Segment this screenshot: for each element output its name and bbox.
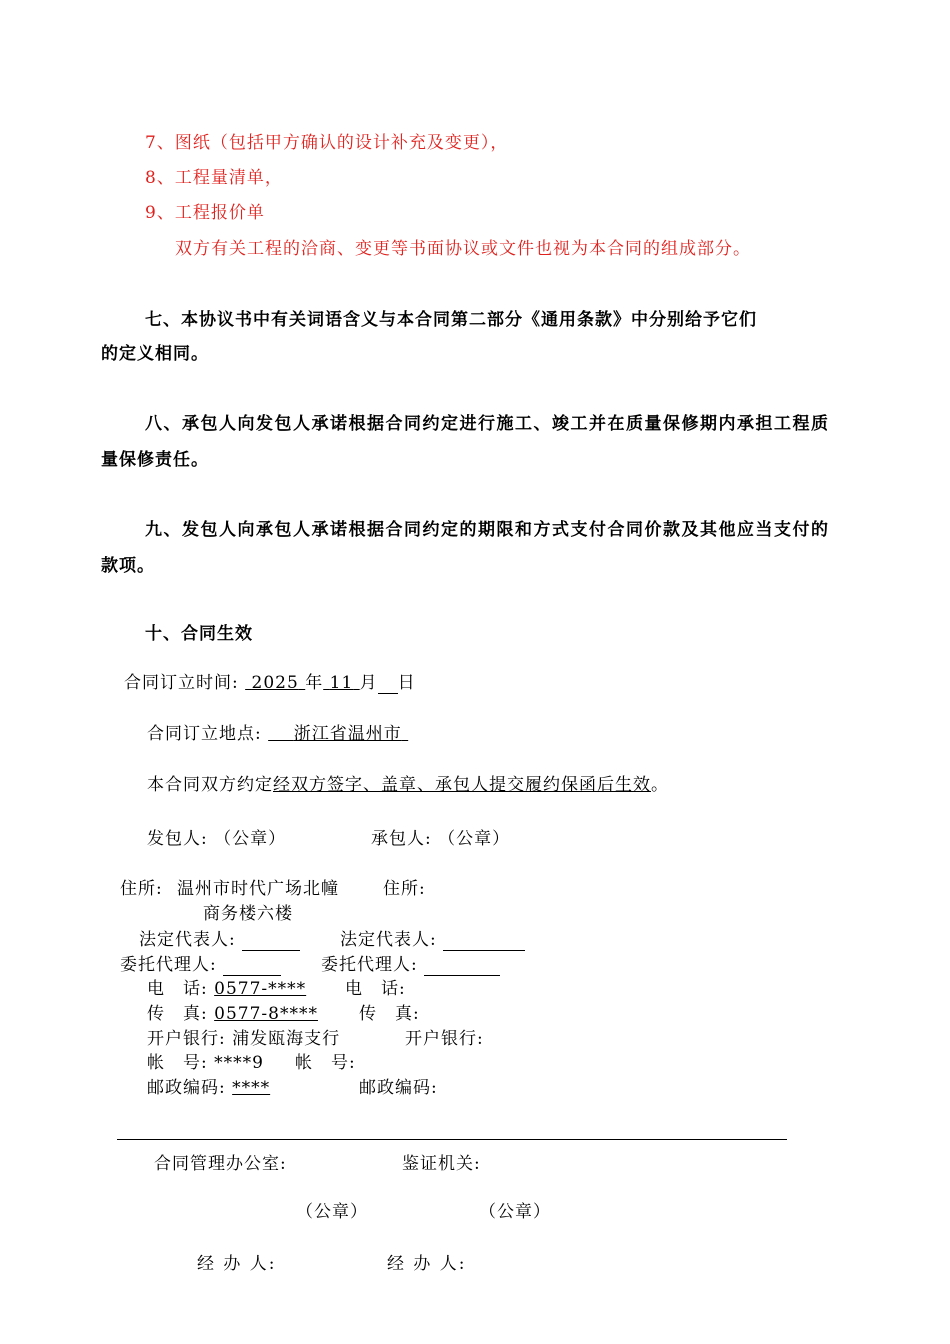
employer-seal-label: 发包人: （公章） — [147, 829, 287, 849]
bank-label: 开户银行: — [147, 1029, 233, 1049]
day-unit: 日 — [397, 673, 416, 693]
agreement-prefix: 本合同双方约定 — [147, 775, 273, 795]
contract-place-label: 合同订立地点: — [147, 724, 269, 744]
year-unit: 年 — [305, 673, 324, 693]
contractor-phone-label: 电 话: — [345, 979, 406, 999]
employer-address-label: 住所: — [120, 879, 163, 899]
employer-bank — [147, 1028, 340, 1050]
employer-legal-rep: 法定代表人: — [139, 929, 300, 951]
contract-month: 11 — [329, 673, 354, 693]
contract-place-line — [147, 723, 408, 745]
contractor-bank-label: 开户银行: — [405, 1029, 484, 1049]
authority-handler: 经 办 人: — [387, 1254, 467, 1274]
month-unit: 月 — [359, 673, 378, 693]
employer-postcode — [147, 1077, 270, 1099]
contractor-fax-label: 传 真: — [359, 1004, 420, 1024]
fax-label: 传 真: — [147, 1004, 215, 1024]
authority-label: 鉴证机关: — [402, 1154, 481, 1174]
employer-agent-blank — [223, 957, 281, 976]
employer-phone-value: 0577-**** — [214, 979, 307, 999]
contractor-agent-blank — [424, 957, 500, 976]
clause-ten-title: 十、合同生效 — [145, 624, 253, 644]
contract-time-line — [124, 672, 416, 694]
contractor-account-label: 帐 号: — [295, 1053, 356, 1073]
employer-fax — [147, 1003, 318, 1025]
employer-bank-value: 浦发瓯海支行 — [232, 1029, 341, 1049]
contract-place-value: 浙江省温州市 — [293, 724, 402, 744]
contractor-seal-label: 承包人: （公章） — [371, 829, 511, 849]
agreement-suffix: 。 — [651, 775, 669, 795]
clause-nine-line2: 款项。 — [101, 556, 155, 576]
employer-legal-rep-blank — [242, 932, 300, 951]
section-divider — [117, 1139, 787, 1140]
contractor-postcode-label: 邮政编码: — [359, 1078, 438, 1098]
clause-seven-line1: 七、本协议书中有关词语含义与本合同第二部分《通用条款》中分别给予它们 — [145, 310, 757, 330]
contractor-legal-rep-blank — [443, 932, 525, 951]
clause-eight-line1: 八、承包人向发包人承诺根据合同约定进行施工、竣工并在质量保修期内承担工程质 — [145, 414, 830, 434]
contractor-legal-rep: 法定代表人: — [340, 929, 525, 951]
office-seal: （公章） — [296, 1202, 368, 1222]
contractor-agent: 委托代理人: — [321, 954, 500, 976]
list-item-8: 8、工程量清单， — [145, 168, 283, 188]
list-note: 双方有关工程的洽商、变更等书面协议或文件也视为本合同的组成部分。 — [175, 239, 751, 259]
employer-agent: 委托代理人: — [120, 954, 281, 976]
contract-day-blank — [378, 675, 398, 694]
contractor-address-label: 住所: — [383, 879, 426, 899]
agreement-value: 经双方签字、盖章、承包人提交履约保函后生效 — [273, 775, 651, 795]
phone-label: 电 话: — [147, 979, 215, 999]
employer-address-line2: 商务楼六楼 — [203, 904, 293, 924]
contract-agreement-line — [147, 774, 669, 796]
office-handler: 经 办 人: — [197, 1254, 277, 1274]
employer-account — [147, 1052, 264, 1074]
clause-eight-line2: 量保修责任。 — [101, 450, 209, 470]
contract-time-label: 合同订立时间: — [124, 673, 246, 693]
contract-office-label: 合同管理办公室: — [154, 1154, 287, 1174]
employer-fax-value: 0577-8**** — [214, 1004, 318, 1024]
clause-seven-line2: 的定义相同。 — [101, 344, 209, 364]
postcode-label: 邮政编码: — [147, 1078, 233, 1098]
employer-phone — [147, 978, 306, 1000]
employer-postcode-value: **** — [232, 1078, 271, 1098]
employer-address-line1: 温州市时代广场北幢 — [177, 879, 339, 899]
account-label: 帐 号: — [147, 1053, 215, 1073]
employer-account-value: ****9 — [214, 1053, 264, 1073]
list-item-7: 7、图纸（包括甲方确认的设计补充及变更）， — [145, 133, 509, 153]
list-item-9: 9、工程报价单 — [145, 203, 265, 223]
clause-nine-line1: 九、发包人向承包人承诺根据合同约定的期限和方式支付合同价款及其他应当支付的 — [145, 520, 830, 540]
contract-year: 2025 — [251, 673, 299, 693]
authority-seal: （公章） — [479, 1202, 551, 1222]
